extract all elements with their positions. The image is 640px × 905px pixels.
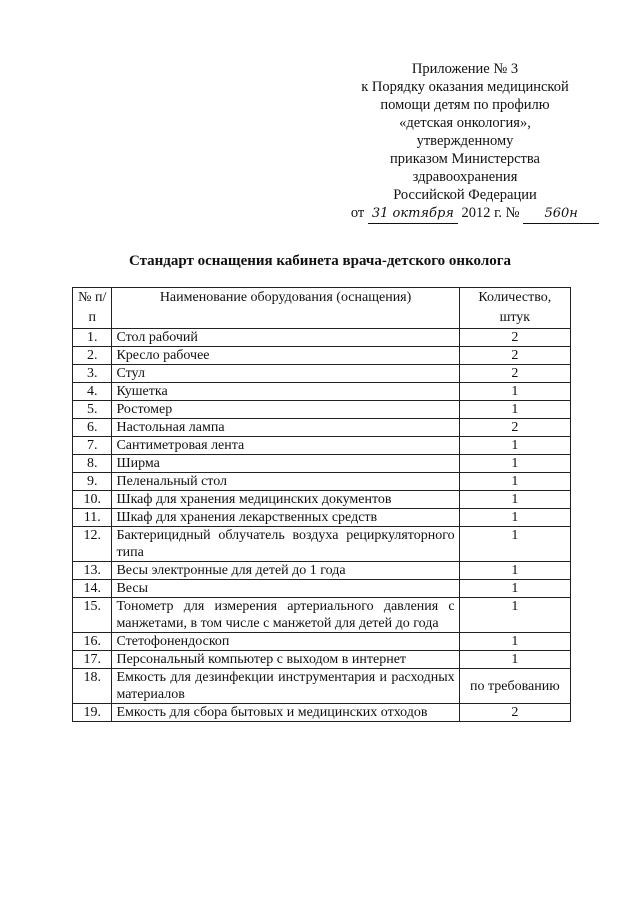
equipment-name: Кресло рабочее — [112, 347, 459, 365]
equipment-name: Персональный компьютер с выходом в интернет — [112, 651, 459, 669]
table-row — [73, 527, 571, 562]
appendix-ref-line: Российской Федерации — [393, 187, 537, 203]
equipment-name: Ширма — [112, 455, 459, 473]
table-row — [73, 704, 571, 722]
row-number: 3. — [73, 365, 112, 383]
appendix-ref-line: здравоохранения — [412, 169, 518, 185]
equipment-quantity: 2 — [459, 365, 570, 383]
equipment-quantity: 1 — [459, 455, 570, 473]
row-number: 17. — [73, 651, 112, 669]
table-row — [73, 365, 571, 383]
appendix-ref-line: приказом Министерства — [390, 151, 540, 167]
appendix-ref-line: утвержденному — [416, 133, 514, 149]
equipment-name: Настольная лампа — [112, 419, 459, 437]
row-number: 9. — [73, 473, 112, 491]
table-row — [73, 401, 571, 419]
column-header-quantity: Количество, штук — [459, 288, 570, 329]
row-number: 19. — [73, 704, 112, 722]
equipment-name: Емкость для дезинфекции инструментария и расходных материалов — [112, 669, 459, 704]
equipment-name: Тонометр для измерения артериального давления с манжетами, в том числе с манжетой для детей до года — [112, 598, 459, 633]
table-row — [73, 580, 571, 598]
row-number: 5. — [73, 401, 112, 419]
table-row — [73, 598, 571, 633]
equipment-quantity: 1 — [459, 509, 570, 527]
equipment-name: Стул — [112, 365, 459, 383]
row-number: 16. — [73, 633, 112, 651]
row-number: 11. — [73, 509, 112, 527]
equipment-name: Бактерицидный облучатель воздуха рециркуляторного типа — [112, 527, 459, 562]
equipment-quantity: 2 — [459, 347, 570, 365]
column-header-name: Наименование оборудования (оснащения) — [112, 288, 459, 329]
equipment-quantity: 2 — [459, 704, 570, 722]
row-number: 10. — [73, 491, 112, 509]
row-number: 6. — [73, 419, 112, 437]
appendix-header — [340, 60, 590, 224]
table-row — [73, 455, 571, 473]
appendix-ref-line: помощи детям по профилю — [380, 97, 550, 113]
date-year: 2012 г. № — [461, 205, 520, 221]
table-row — [73, 509, 571, 527]
equipment-name: Весы — [112, 580, 459, 598]
equipment-quantity: 2 — [459, 329, 570, 347]
equipment-name: Стол рабочий — [112, 329, 459, 347]
row-number: 18. — [73, 669, 112, 704]
equipment-quantity: по требованию — [459, 669, 570, 704]
table-row — [73, 633, 571, 651]
equipment-name: Пеленальный стол — [112, 473, 459, 491]
table-row — [73, 347, 571, 365]
row-number: 7. — [73, 437, 112, 455]
equipment-name: Емкость для сбора бытовых и медицинских отходов — [112, 704, 459, 722]
row-number: 15. — [73, 598, 112, 633]
row-number: 12. — [73, 527, 112, 562]
equipment-quantity: 1 — [459, 651, 570, 669]
table-row — [73, 669, 571, 704]
table-header-row — [73, 288, 571, 329]
equipment-quantity: 1 — [459, 473, 570, 491]
appendix-number: Приложение № 3 — [411, 61, 519, 77]
appendix-ref-line: «детская онкология», — [399, 115, 531, 131]
table-row — [73, 437, 571, 455]
equipment-quantity: 1 — [459, 401, 570, 419]
handwritten-order-number: 560н — [523, 205, 599, 224]
table-row — [73, 383, 571, 401]
table-row — [73, 562, 571, 580]
row-number: 14. — [73, 580, 112, 598]
equipment-name: Кушетка — [112, 383, 459, 401]
equipment-quantity: 1 — [459, 527, 570, 562]
row-number: 1. — [73, 329, 112, 347]
equipment-quantity: 1 — [459, 598, 570, 633]
equipment-quantity: 1 — [459, 491, 570, 509]
row-number: 2. — [73, 347, 112, 365]
table-row — [73, 473, 571, 491]
equipment-name: Шкаф для хранения медицинских документов — [112, 491, 459, 509]
equipment-quantity: 1 — [459, 437, 570, 455]
row-number: 13. — [73, 562, 112, 580]
equipment-quantity: 1 — [459, 633, 570, 651]
equipment-quantity: 1 — [459, 383, 570, 401]
equipment-name: Стетофонендоскоп — [112, 633, 459, 651]
table-row — [73, 329, 571, 347]
equipment-table — [72, 287, 571, 722]
equipment-quantity: 2 — [459, 419, 570, 437]
table-row — [73, 419, 571, 437]
document-title: Стандарт оснащения кабинета врача-детского онколога — [128, 253, 512, 269]
equipment-table-body — [73, 329, 571, 722]
equipment-quantity: 1 — [459, 562, 570, 580]
column-header-number: № п/п — [73, 288, 112, 329]
table-row — [73, 491, 571, 509]
row-number: 8. — [73, 455, 112, 473]
equipment-name: Ростомер — [112, 401, 459, 419]
equipment-name: Весы электронные для детей до 1 года — [112, 562, 459, 580]
table-row — [73, 651, 571, 669]
equipment-name: Шкаф для хранения лекарственных средств — [112, 509, 459, 527]
appendix-ref-line: к Порядку оказания медицинской — [361, 79, 569, 95]
equipment-quantity: 1 — [459, 580, 570, 598]
date-prefix: от — [350, 205, 365, 221]
equipment-name: Сантиметровая лента — [112, 437, 459, 455]
handwritten-date: 31 октября — [368, 205, 458, 224]
order-date-line — [350, 204, 600, 224]
row-number: 4. — [73, 383, 112, 401]
